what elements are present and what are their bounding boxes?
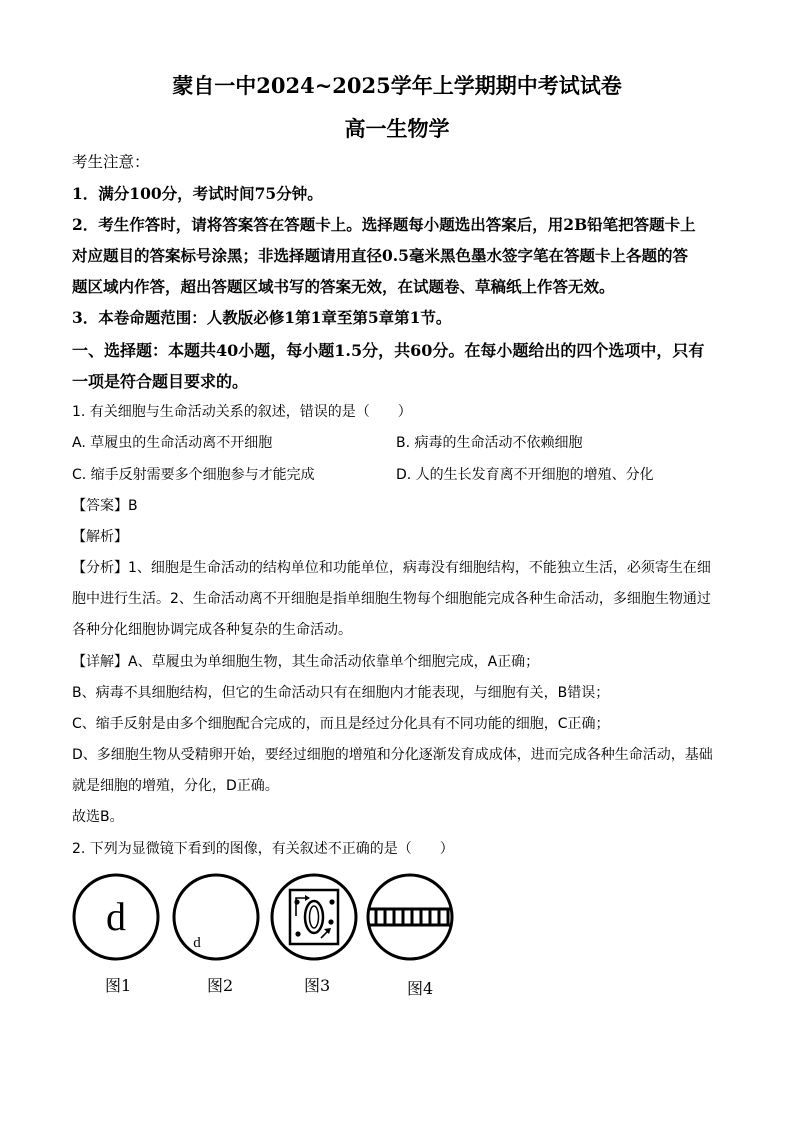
figure-2-microscope-view: [171, 872, 261, 962]
analysis-line-1: 【分析】1、细胞是生命活动的结构单位和功能单位，病毒没有细胞结构，不能独立生活，必须寄生在细: [72, 560, 711, 576]
conclusion: 故选B。: [72, 809, 124, 825]
section-heading-line-1: 一、选择题：本题共40小题，每小题1.5分，共60分。在每小题给出的四个选项中，只有: [72, 341, 705, 360]
question-1-option-c: C. 缩手反射需要多个细胞参与才能完成: [72, 467, 315, 483]
figure-3-chloroplast: [329, 899, 334, 904]
notice-item-3: 3．本卷命题范围：人教版必修1第1章至第5章第1节。: [72, 308, 452, 327]
figure-4-microscope-view: [365, 872, 455, 962]
detail-b: B、病毒不具细胞结构，但它的生命活动只有在细胞内才能表现，与细胞有关，B错误；: [72, 685, 610, 701]
notice-heading: 考生注意：: [72, 153, 150, 171]
question-1-stem: 1. 有关细胞与生命活动关系的叙述，错误的是（ ）: [72, 404, 412, 420]
page-title: 蒙自一中2024~2025学年上学期期中考试试卷: [172, 73, 622, 98]
figure-4-cell-row: [370, 909, 450, 925]
question-1-option-b: B. 病毒的生命活动不依赖细胞: [396, 435, 583, 451]
figure-1-letter: d: [106, 894, 126, 939]
section-heading-line-2: 一项是符合题目要求的。: [72, 372, 249, 391]
figure-2-label: 图2: [207, 976, 234, 995]
notice-item-1: 1．满分100分，考试时间75分钟。: [72, 184, 323, 203]
detail-d-line-2: 就是细胞的增殖，分化，D正确。: [72, 778, 279, 794]
analysis-line-3: 各种分化细胞协调完成各种复杂的生命活动。: [72, 622, 352, 638]
figure-3-chloroplast: [294, 899, 299, 904]
figure-3-chloroplast: [328, 919, 333, 924]
analysis-label: 【解析】: [72, 529, 128, 545]
figure-4-label: 图4: [407, 979, 434, 998]
notice-item-2-line-1: 2．考生作答时，请将答案答在答题卡上。选择题每小题选出答案后，用2B铅笔把答题卡上: [72, 215, 696, 234]
figure-1-label: 图1: [105, 976, 132, 995]
page-subtitle: 高一生物学: [344, 116, 450, 141]
figure-3-microscope-view: [269, 872, 359, 962]
detail-c: C、缩手反射是由多个细胞配合完成的，而且是经过分化具有不同功能的细胞，C正确；: [72, 716, 610, 732]
figure-1-microscope-view: [71, 872, 161, 962]
detail-a: 【详解】A、草履虫为单细胞生物，其生命活动依靠单个细胞完成，A正确；: [72, 654, 540, 670]
figure-2-letter: d: [193, 935, 201, 951]
figure-3-label: 图3: [304, 976, 331, 995]
question-1-option-a: A. 草履虫的生命活动离不开细胞: [72, 435, 273, 451]
notice-item-2-line-3: 题区域内作答，超出答题区域书写的答案无效，在试题卷、草稿纸上作答无效。: [72, 277, 615, 296]
detail-d-line-1: D、多细胞生物从受精卵开始，要经过细胞的增殖和分化逐渐发育成成体，进而完成各种生命活动，基础: [72, 747, 713, 763]
analysis-line-2: 胞中进行生活。2、生命活动离不开细胞是指单细胞生物每个细胞能完成各种生命活动，多细胞生物通过: [72, 591, 711, 607]
notice-item-2-line-2: 对应题目的答案标号涂黑；非选择题请用直径0.5毫米黑色墨水签字笔在答题卡上各题的答: [72, 246, 688, 265]
question-2-stem: 2. 下列为显微镜下看到的图像，有关叙述不正确的是（ ）: [72, 841, 454, 857]
question-1-option-d: D. 人的生长发育离不开细胞的增殖、分化: [396, 467, 654, 483]
figure-3-chloroplast: [295, 931, 300, 936]
answer-label: 【答案】B: [72, 498, 138, 514]
